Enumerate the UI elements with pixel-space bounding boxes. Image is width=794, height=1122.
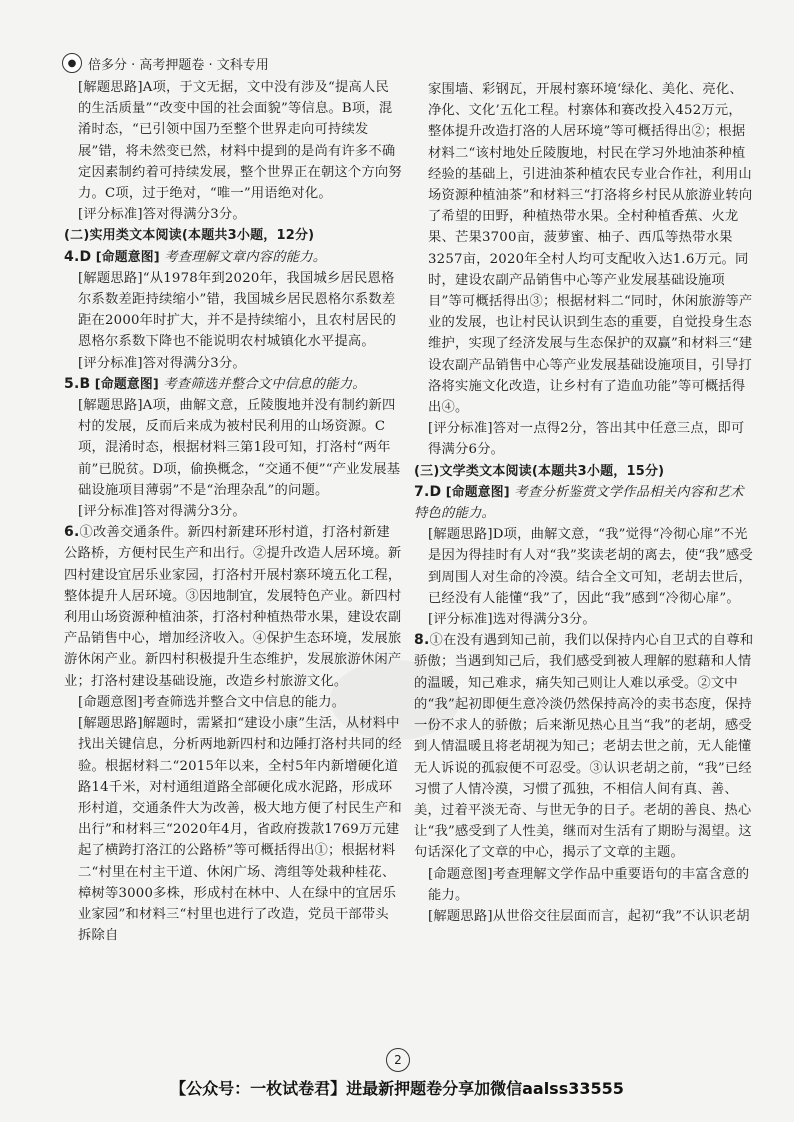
footer-banner: 【公众号：一枚试卷君】进最新押题卷分享加微信aalss33555 [170, 1079, 624, 1098]
q5-intent: 考查筛选并整合文中信息的能力。 [163, 376, 366, 392]
q6-score: [评分标准]答对一点得2分，答出其中任意三点，即可得满分6分。 [428, 421, 745, 458]
left-column [64, 77, 402, 946]
q6-number: 6. [64, 524, 80, 541]
q6-answer: ①改善交通条件。新四村新建环形村道，打洛村新建公路桥，方便村民生产和出行。②提升改造人居环境。新四村建设宜居乐业家园，打洛村开展村寨环境五化工程，整体提升人居环境。③因地制宜，发展特色产业。新四村利用山场资源种植油茶，打洛村种植热带水果，建设农副产品销售中心，增加经济收入。④保护生态环境，发展旅游休闲产业。新四村积极提升生态维护，发展旅游休闲产业；打洛村建设基础设施，改造乡村旅游文化。 [64, 525, 402, 689]
section-3-heading: (三)文学类文本阅读(本题共3小题，15分) [414, 463, 665, 479]
section-2-heading: (二)实用类文本阅读(本题共3小题，12分) [64, 228, 315, 244]
q3-score: [评分标准]答对得满分3分。 [78, 207, 246, 223]
panda-logo-icon: ● [62, 53, 82, 73]
q6-solution: [解题思路]解题时，需紧扣“建设小康”生活，从材料中找出关键信息，分析两地新四村和边陲打洛村共同的经验。根据材料二“2015年以来，全村5年内新增硬化道路14千米，对村通组道路全部硬化成水泥路，形成环形村道，交通条件大为改善，极大地方便了村民生产和出行”和材料三“2020年4月，省政府拨款1769万元建起了横跨打洛江的公路桥”等可概括得出①；根据材料二“村里在村主干道、休闲广场、湾组等处栽种桂花、樟树等3000多株，形成村在林中、人在绿中的宜居乐业家园”和材料三“村里也进行了改造，党员干部带头拆除自 [78, 716, 402, 944]
page-header [62, 50, 752, 76]
page-number: 2 [386, 1048, 410, 1072]
q6-intent: [命题意图]考查筛选并整合文中信息的能力。 [78, 694, 346, 710]
q8-solution: [解题思路]从世俗交往层面而言，起初“我”不认识老胡 [428, 908, 750, 924]
q7-intent-tag: [命题意图] [445, 484, 510, 500]
q5-score: [评分标准]答对得满分3分。 [78, 504, 246, 520]
q7-score: [评分标准]选对得满分3分。 [428, 612, 596, 628]
q7-answer: 7.D [414, 483, 442, 500]
q4-intent: 考查理解文章内容的能力。 [164, 249, 327, 265]
q8-answer: ①在没有遇到知己前，我们以保持内心自卫式的自尊和骄傲；当遇到知己后，我们感受到被人理解的慰藉和人情的温暖，知己难求，痛失知己则让人难以承受。②文中的“我”起初即便生意冷淡仍然保持高冷的卖书态度，保持一份不求人的骄傲；后来渐见热心且当“我”的老胡，感受到人情温暖且将老胡视为知己；老胡去世之前，无人能懂无人诉说的孤寂便不可忍受。③认识老胡之前，“我”已经习惯了人情冷漠，习惯了孤独，不相信人间有真、善、美，过着平淡无奇、与世无争的日子。老胡的善良、热心让“我”感受到了人性美，继而对生活有了期盼与渴望。这句话深化了文章的中心，揭示了文章的主题。 [414, 633, 754, 861]
q7-intent: 考查分析鉴赏文学作品相关内容和艺术特色的能力。 [414, 484, 744, 522]
q7-solution: [解题思路]D项，曲解文意，“我”觉得“冷彻心扉”不光是因为得挂时有人对“我”奖读老胡的离去，使“我”感受到周围人对生命的冷漠。结合全文可知，老胡去世后，已经没有人能懂“我”了，因此“我”感到“冷彻心扉”。 [428, 527, 753, 606]
q6-solution-continued: 家围墙、彩钢瓦，开展村寨环境‘绿化、美化、亮化、净化、文化’五化工程。村寨体和赛改投入452万元，整体提升改造打洛的人居环境”等可概括得出②；根据材料二“该村地处丘陵腹地，村民在学习外地油茶种植经验的基础上，引进油茶种植农民专业合作社，利用山场资源种植油茶”和材料三“打洛将乡村民从旅游业转向了希望的田野，种植热带水果。全村种植香蕉、火龙果、芒果3700亩，菠萝蜜、柚子、西瓜等热带水果3257亩，2020年全村人均可支配收入达1.6万元。同时，建设农副产品销售中心等产业发展基础设施项目”等可概括得出③；根据材料二“同时，休闲旅游等产业的发展，也让村民认识到生态的重要，自觉投身生态维护，实现了经济发展与生态保护的双赢”和材料三“建设农副产品销售中心等产业发展基础设施项目，引导打洛将实施文化改造，让乡村有了造血功能”等可概括得出④。 [428, 82, 753, 416]
q8-number: 8. [414, 632, 430, 649]
header-title: 倍多分 · 高考押题卷 · 文科专用 [88, 57, 269, 73]
q4-score: [评分标准]答对得满分3分。 [78, 355, 246, 371]
q4-intent-tag: [命题意图] [95, 249, 160, 265]
right-column [414, 79, 754, 927]
q5-answer: 5.B [64, 375, 91, 392]
q5-intent-tag: [命题意图] [94, 376, 159, 392]
q8-intent: [命题意图]考查理解文学作品中重要语句的丰富含意的能力。 [428, 866, 750, 903]
q4-solution: [解题思路]“从1978年到2020年，我国城乡居民恩格尔系数差距持续缩小”错，我国城乡居民恩格尔系数差距在2000年时扩大，并不是持续缩小，且农村居民的恩格尔系数下降也不能说明农村城镇化水平提高。 [78, 270, 397, 350]
q3-solution: [解题思路]A项，于文无据，文中没有涉及“提高人民的生活质量”“改变中国的社会面貌”等信息。B项，混淆时态，“已引领中国乃至整个世界走向可持续发展”错，将未然变已然，材料中提到的是尚有许多不确定因素制约着可持续发展，整个世界正在朝这个方向努力。C项，过于绝对，“唯一”用语绝对化。 [78, 80, 402, 202]
q4-answer: 4.D [64, 248, 92, 265]
q5-solution: [解题思路]A项，曲解文意，丘陵腹地并没有制约新四村的发展，反而后来成为被村民利用的山场资源。C项，混淆时态，根据材料三第1段可知，打洛村“两年前”已脱贫。D项，偷换概念，“交通不便”“产业发展基础设施项目薄弱”不是“治理杂乱”的问题。 [78, 398, 401, 498]
